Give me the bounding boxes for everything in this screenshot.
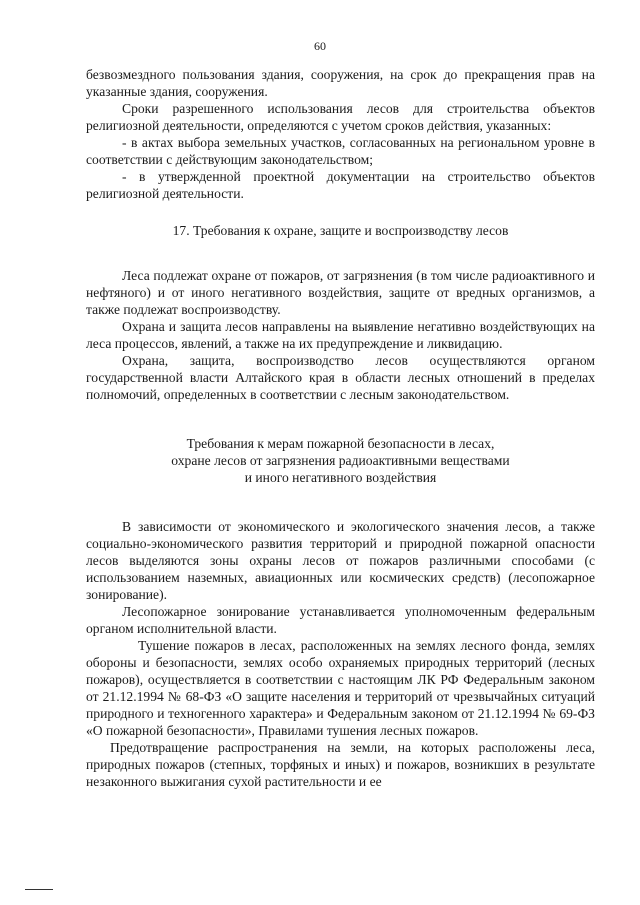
fire-safety-heading bbox=[86, 435, 595, 486]
fire-safety-heading-line: Требования к мерам пожарной безопасности в лесах, bbox=[186, 436, 495, 451]
document-body bbox=[86, 66, 595, 790]
fire-safety-heading-line: и иного негативного воздействия bbox=[244, 470, 437, 485]
paragraph-zoning-authority: Лесопожарное зонирование устанавливается уполномоченным федеральным органом исполнительной власти. bbox=[86, 604, 595, 636]
page-number: 60 bbox=[314, 39, 326, 53]
paragraph-forest-protection: Леса подлежат охране от пожаров, от загрязнения (в том числе радиоактивного и нефтяного) и от иного негативного воздействия, защите от вредных организмов, а также подлежат воспроизводству. bbox=[86, 268, 595, 317]
list-item-land-acts: - в актах выбора земельных участков, согласованных на региональном уровне в соответствии с действующим законодательством; bbox=[86, 135, 595, 167]
paragraph-fire-zoning: В зависимости от экономического и экологического значения лесов, а также социально-экономического развития территорий и природной пожарной опасности лесов выделяются зоны охраны лесов от пожаров различными способами (с использованием наземных, авиационных или космических средств) (лесопожарное зонирование). bbox=[86, 519, 595, 602]
fire-safety-heading-line: охране лесов от загрязнения радиоактивными веществами bbox=[171, 453, 510, 468]
list-item-project-docs: - в утвержденной проектной документации на строительство объектов религиозной деятельности. bbox=[86, 169, 595, 201]
paragraph-fire-prevention: Предотвращение распространения на земли, на которых расположены леса, природных пожаров (степных, торфяных и иных) и пожаров, возникших в результате незаконного выжигания сухой растительности и ее bbox=[86, 740, 595, 789]
paragraph-religious-terms: Сроки разрешенного использования лесов для строительства объектов религиозной деятельности, определяются с учетом сроков действия, указанных: bbox=[86, 101, 595, 133]
footer-divider bbox=[25, 889, 53, 890]
paragraph-lease-term: безвозмездного пользования здания, сооружения, на срок до прекращения прав на указанные здания, сооружения. bbox=[86, 67, 595, 99]
paragraph-authority: Охрана, защита, воспроизводство лесов осуществляются органом государственной власти Алтайского края в области лесных отношений в пределах полномочий, определенных в соответствии с лесным законодательством. bbox=[86, 353, 595, 402]
section-17-heading: 17. Требования к охране, защите и воспроизводству лесов bbox=[172, 223, 509, 238]
paragraph-fire-suppression: Тушение пожаров в лесах, расположенных на землях лесного фонда, землях обороны и безопасности, землях особо охраняемых природных территорий (лесных пожаров), осуществляется в соответствии с настоящим ЛК РФ Федеральным законом от 21.12.1994 № 68-ФЗ «О защите населения и территорий от чрезвычайных ситуаций природного и техногенного характера» и Федеральным законом от 21.12.1994 № 69-ФЗ «О пожарной безопасности», Правилами тушения лесных пожаров. bbox=[86, 638, 595, 738]
paragraph-protection-aims: Охрана и защита лесов направлены на выявление негативно воздействующих на леса процессов, явлений, а также на их предупреждение и ликвидацию. bbox=[86, 319, 595, 351]
